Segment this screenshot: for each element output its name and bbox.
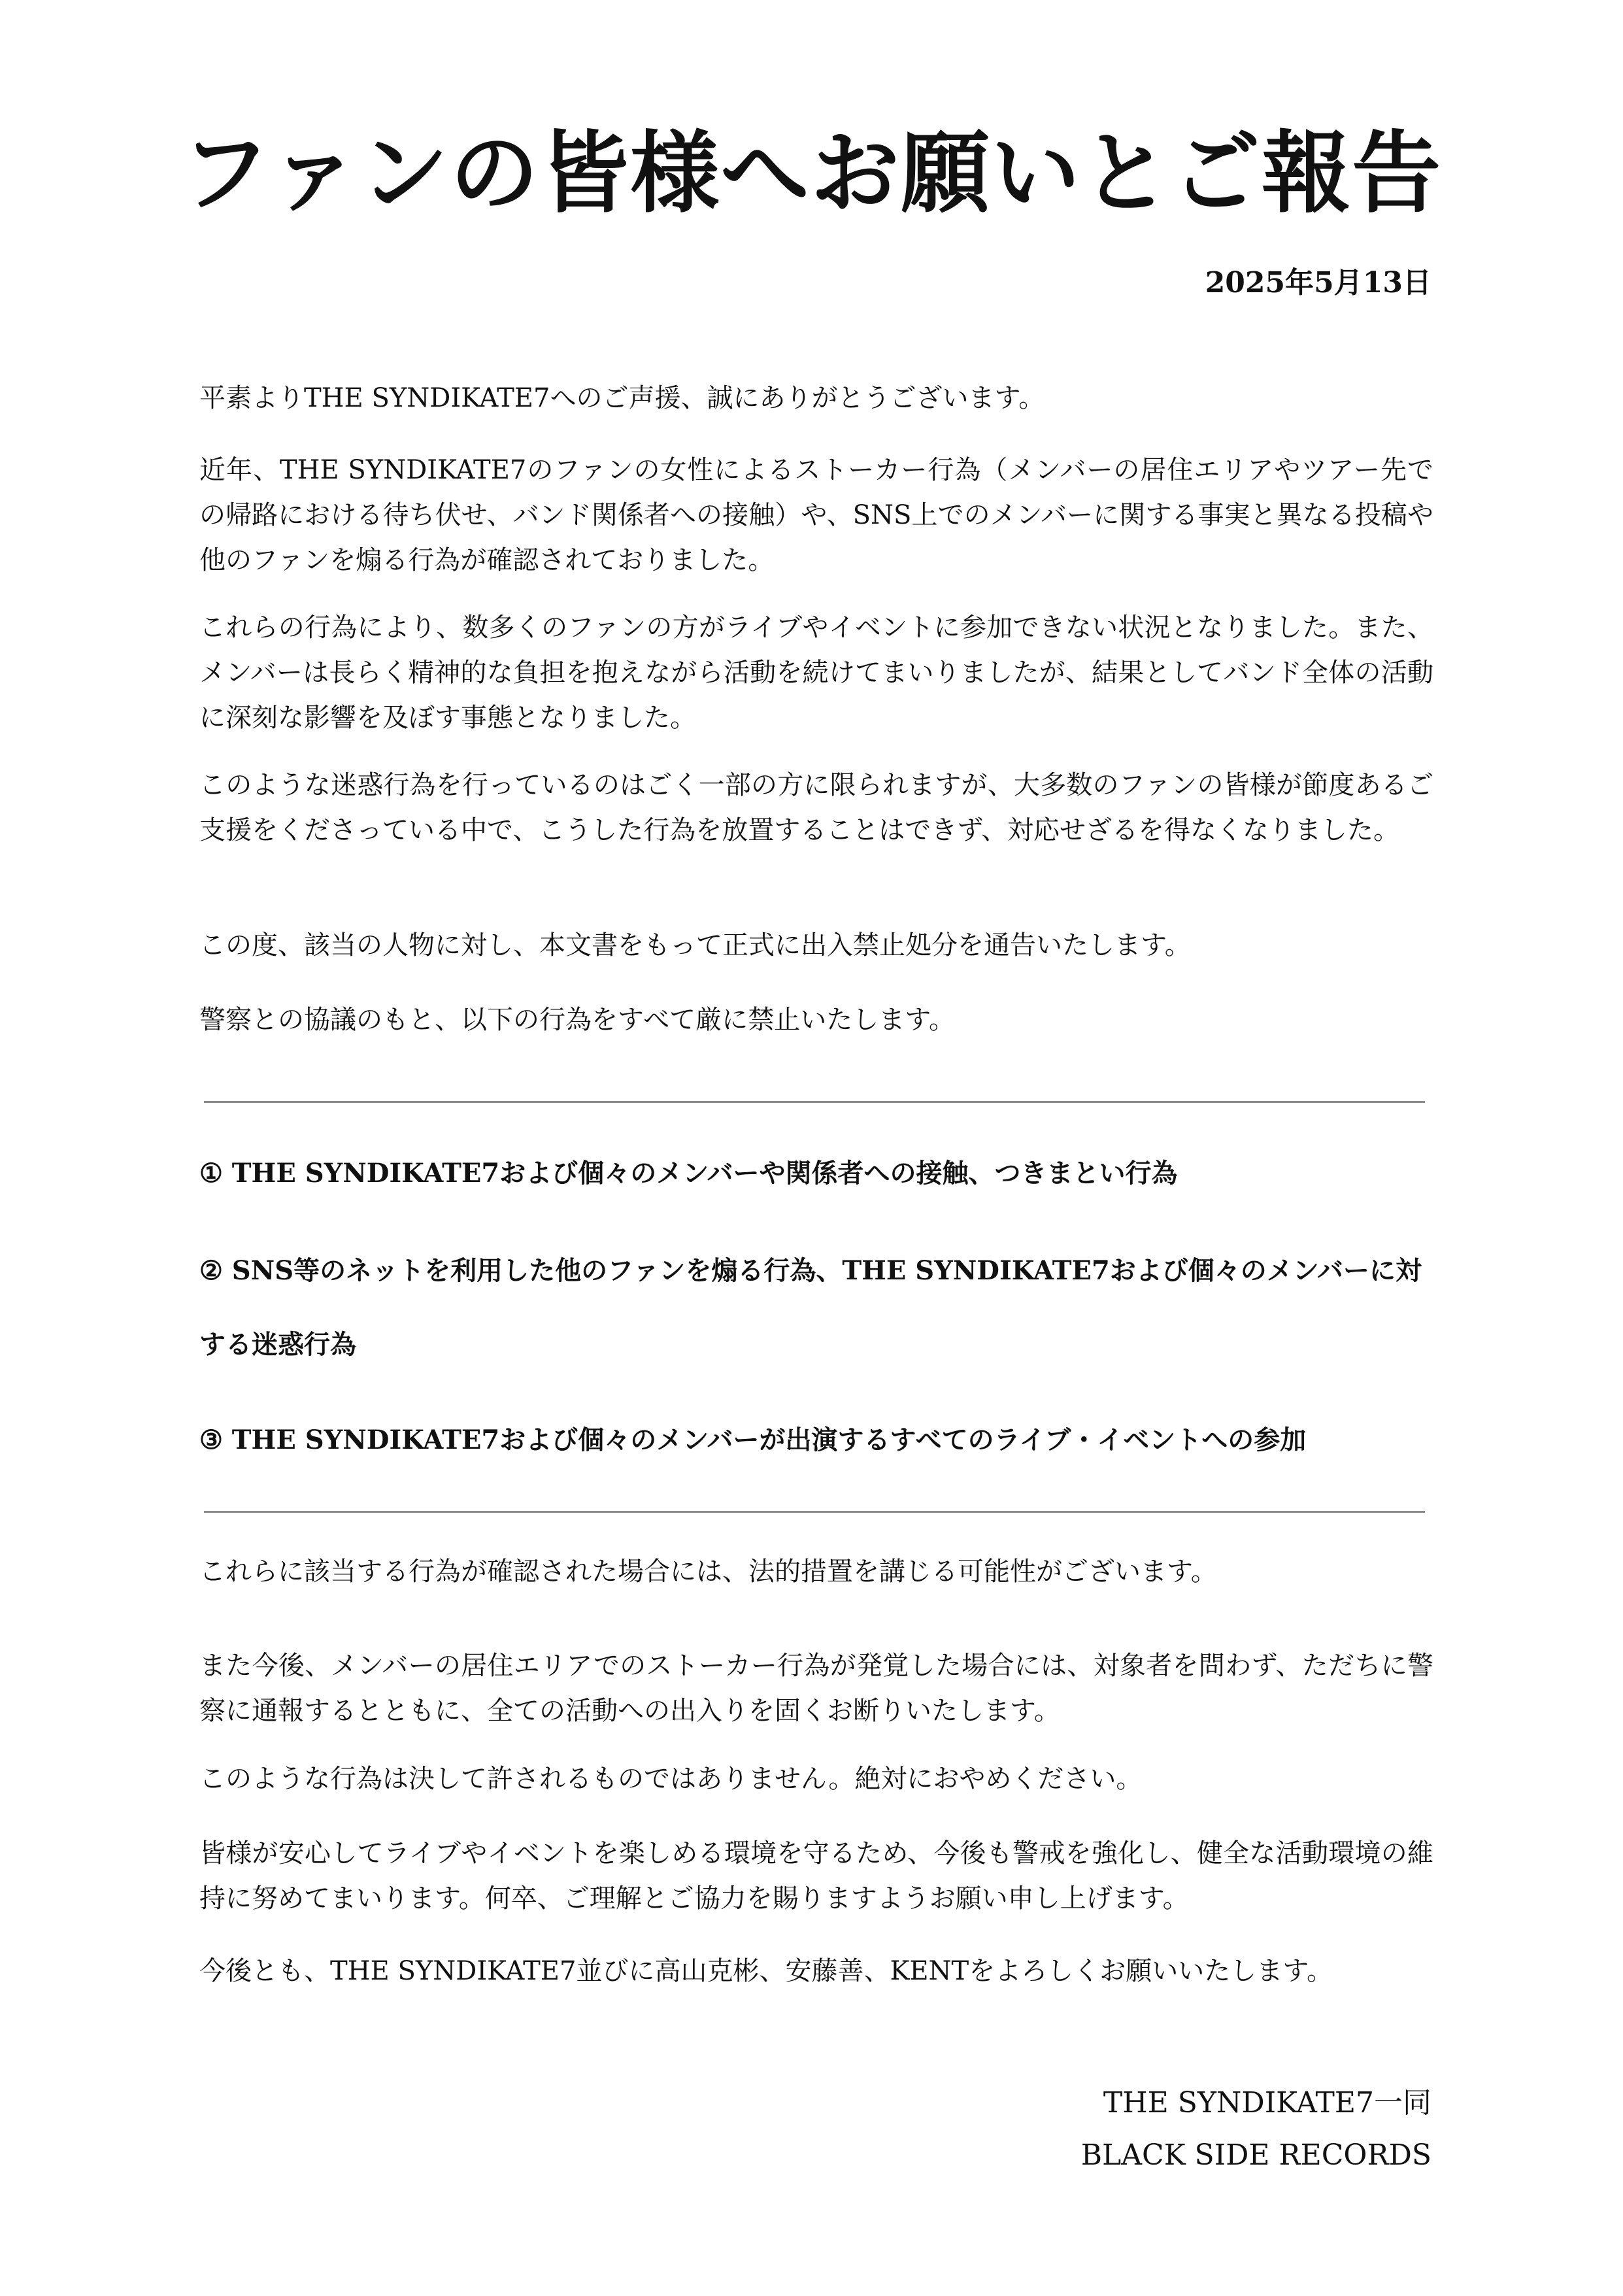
paragraph-legal-action: これらに該当する行為が確認された場合には、法的措置を講じる可能性がございます。 — [199, 1557, 1217, 1587]
paragraph-warning: このような行為は決して許されるものではありません。絶対におやめください。 — [199, 1764, 1143, 1794]
signature-band: THE SYNDIKATE7一同 — [1103, 2086, 1431, 2119]
paragraph-notice: この度、該当の人物に対し、本文書をもって正式に出入禁止処分を通告いたします。 — [199, 930, 1191, 960]
paragraph-police-report: また今後、メンバーの居住エリアでのストーカー行為が発覚した場合には、対象者を問わず、ただちに警察に通報するとともに、全ての活動への出入りを固くお断りいたします。 — [199, 1651, 1433, 1726]
prohibition-item-3: ③ THE SYNDIKATE7および個々のメンバーが出演するすべてのライブ・イベントへの参加 — [199, 1425, 1307, 1455]
divider-top — [204, 1101, 1425, 1103]
paragraph-background: 近年、THE SYNDIKATE7のファンの女性によるストーカー行為（メンバーの居住エリアやツアー先での帰路における待ち伏せ、バンド関係者への接触）や、SNS上でのメンバーに関する事実と異なる投稿や他のファンを煽る行為が確認されておりました。 — [199, 455, 1433, 575]
issue-date: 2025年5月13日 — [1205, 266, 1431, 299]
paragraph-closing: 今後とも、THE SYNDIKATE7並びに高山克彬、安藤善、KENTをよろしくお願いいたします。 — [199, 1956, 1333, 1986]
signature-label: BLACK SIDE RECORDS — [1080, 2138, 1431, 2172]
prohibition-item-1: ① THE SYNDIKATE7および個々のメンバーや関係者への接触、つきまとい行為 — [199, 1158, 1178, 1189]
paragraph-greeting: 平素よりTHE SYNDIKATE7へのご声援、誠にありがとうございます。 — [199, 383, 1045, 413]
paragraph-impact: これらの行為により、数多くのファンの方がライブやイベントに参加できない状況となりました。また、メンバーは長らく精神的な負担を抱えながら活動を続けてまいりましたが、結果としてバンド全体の活動に深刻な影響を及ぼす事態となりました。 — [199, 613, 1433, 733]
paragraph-prohibition-intro: 警察との協議のもと、以下の行為をすべて厳に禁止いたします。 — [199, 1005, 955, 1035]
page-title: ファンの皆様へお願いとご報告 — [180, 121, 1443, 226]
paragraph-request: 皆様が安心してライブやイベントを楽しめる環境を守るため、今後も警戒を強化し、健全な活動環境の維持に努めてまいります。何卒、ご理解とご協力を賜りますようお願い申し上げます。 — [199, 1838, 1433, 1914]
divider-bottom — [204, 1511, 1425, 1513]
prohibition-item-2: ② SNS等のネットを利用した他のファンを煽る行為、THE SYNDIKATE7および個々のメンバーに対する迷惑行為 — [199, 1255, 1422, 1360]
paragraph-response: このような迷惑行為を行っているのはごく一部の方に限られますが、大多数のファンの皆様が節度あるご支援をくださっている中で、こうした行為を放置することはできず、対応せざるを得なくなりました。 — [199, 770, 1433, 845]
